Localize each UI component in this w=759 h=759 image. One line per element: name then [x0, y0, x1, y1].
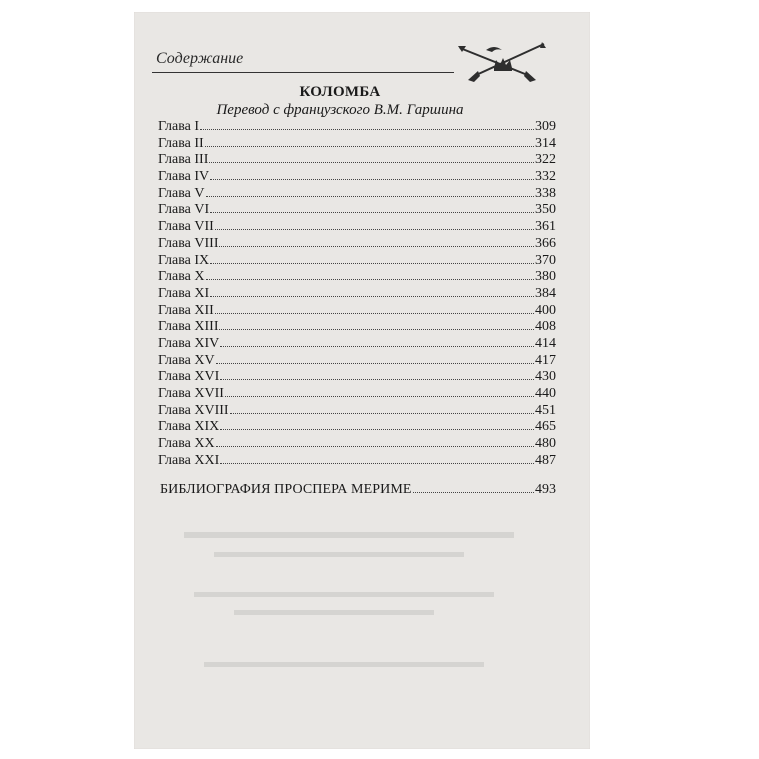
- toc-entry-label: Глава XV: [158, 352, 215, 368]
- dot-leader: [220, 346, 534, 347]
- toc-entry[interactable]: [158, 353, 556, 370]
- dot-leader: [200, 129, 534, 130]
- toc-entry-label: Глава IV: [158, 169, 210, 185]
- dot-leader: [206, 196, 535, 197]
- toc-entry[interactable]: [158, 286, 556, 303]
- toc-entry-page-number: 417: [535, 352, 556, 368]
- dot-leader: [205, 146, 534, 147]
- running-head: Содержание: [156, 50, 244, 67]
- toc-entry[interactable]: [158, 419, 556, 436]
- toc-entry-label: Глава XXI: [158, 452, 220, 468]
- dot-leader: [230, 413, 534, 414]
- toc-entry-page-number: 309: [535, 119, 556, 134]
- crossed-swords-crown-icon: [456, 38, 548, 84]
- toc-entry-page-number: 430: [535, 369, 556, 385]
- toc-entry[interactable]: [158, 269, 556, 286]
- toc-entry[interactable]: [158, 319, 556, 336]
- toc-entry-label: Глава IX: [158, 252, 210, 268]
- toc-entry-label: Глава XIX: [158, 419, 220, 435]
- toc-entry-label: Глава XIII: [158, 319, 219, 335]
- toc-entry[interactable]: [158, 186, 556, 203]
- toc-entry[interactable]: [158, 152, 556, 169]
- toc-entry-page-number: 440: [535, 386, 556, 401]
- dot-leader: [210, 263, 534, 264]
- bibliography-entry[interactable]: [160, 482, 556, 498]
- toc-entry-page-number: 314: [535, 135, 556, 151]
- toc-entry-label: Глава II: [158, 135, 204, 151]
- toc-entry-page-number: 322: [535, 152, 556, 168]
- section-title: КОЛОМБА: [299, 84, 381, 100]
- toc-entry[interactable]: [158, 236, 556, 253]
- toc-entry-page-number: 366: [535, 235, 556, 251]
- toc-entry[interactable]: [158, 336, 556, 353]
- dot-leader: [216, 446, 534, 447]
- toc-entry-label: Глава X: [158, 269, 205, 285]
- header-rule: [152, 72, 454, 73]
- toc-entry-label: Глава XVI: [158, 369, 220, 385]
- book-page: [134, 12, 590, 749]
- dot-leader: [210, 212, 534, 213]
- toc-entry[interactable]: [158, 253, 556, 270]
- toc-entry[interactable]: [158, 369, 556, 386]
- toc-entry[interactable]: [158, 219, 556, 236]
- toc-entry-label: Глава VII: [158, 219, 214, 235]
- toc-entry-page-number: 332: [535, 169, 556, 185]
- dot-leader: [219, 329, 534, 330]
- toc-entry[interactable]: [158, 436, 556, 453]
- toc-entry-page-number: 465: [535, 419, 556, 435]
- toc-entry-page-number: 361: [535, 219, 556, 235]
- toc-entry-page-number: 487: [535, 452, 556, 468]
- toc-entry-label: Глава VIII: [158, 235, 219, 251]
- dot-leader: [225, 396, 534, 397]
- dot-leader: [220, 463, 534, 464]
- toc-entry[interactable]: [158, 303, 556, 320]
- dot-leader: [413, 492, 534, 493]
- toc-entry-label: Глава I: [158, 119, 200, 134]
- dot-leader: [219, 246, 534, 247]
- toc-entry[interactable]: [158, 386, 556, 403]
- toc-entry-page-number: 384: [535, 285, 556, 301]
- toc-entry-page-number: 350: [535, 202, 556, 218]
- dot-leader: [209, 162, 534, 163]
- section-subtitle: Перевод с французского В.М. Гаршина: [216, 102, 464, 118]
- show-through-texture: [174, 522, 544, 722]
- dot-leader: [216, 363, 534, 364]
- toc-entry-label: Глава III: [158, 152, 209, 168]
- toc-entry[interactable]: [158, 453, 556, 470]
- toc-entry-label: Глава XII: [158, 302, 214, 318]
- toc-entry-label: Глава XVII: [158, 386, 224, 401]
- toc-entry-label: Глава VI: [158, 202, 210, 218]
- table-of-contents: [158, 119, 556, 469]
- dot-leader: [210, 179, 534, 180]
- toc-entry-page-number: 338: [535, 185, 556, 201]
- toc-entry-page-number: 414: [535, 335, 556, 351]
- toc-entry-page-number: 451: [535, 402, 556, 418]
- bibliography-page-number: 493: [535, 482, 556, 497]
- dot-leader: [210, 296, 534, 297]
- dot-leader: [220, 429, 534, 430]
- toc-entry-page-number: 370: [535, 252, 556, 268]
- dot-leader: [220, 379, 534, 380]
- dot-leader: [215, 229, 534, 230]
- dot-leader: [215, 313, 534, 314]
- toc-entry-page-number: 400: [535, 302, 556, 318]
- bibliography-label: БИБЛИОГРАФИЯ ПРОСПЕРА МЕРИМЕ: [160, 482, 412, 497]
- toc-entry-label: Глава XX: [158, 436, 215, 452]
- toc-entry-label: Глава XI: [158, 285, 210, 301]
- toc-entry-label: Глава XVIII: [158, 402, 229, 418]
- toc-entry[interactable]: [158, 119, 556, 136]
- toc-entry-label: Глава V: [158, 185, 205, 201]
- dot-leader: [206, 279, 535, 280]
- toc-entry[interactable]: [158, 136, 556, 153]
- toc-entry-page-number: 408: [535, 319, 556, 335]
- toc-entry[interactable]: [158, 169, 556, 186]
- toc-entry-label: Глава XIV: [158, 335, 220, 351]
- toc-entry-page-number: 380: [535, 269, 556, 285]
- toc-entry[interactable]: [158, 403, 556, 420]
- toc-entry[interactable]: [158, 202, 556, 219]
- toc-entry-page-number: 480: [535, 436, 556, 452]
